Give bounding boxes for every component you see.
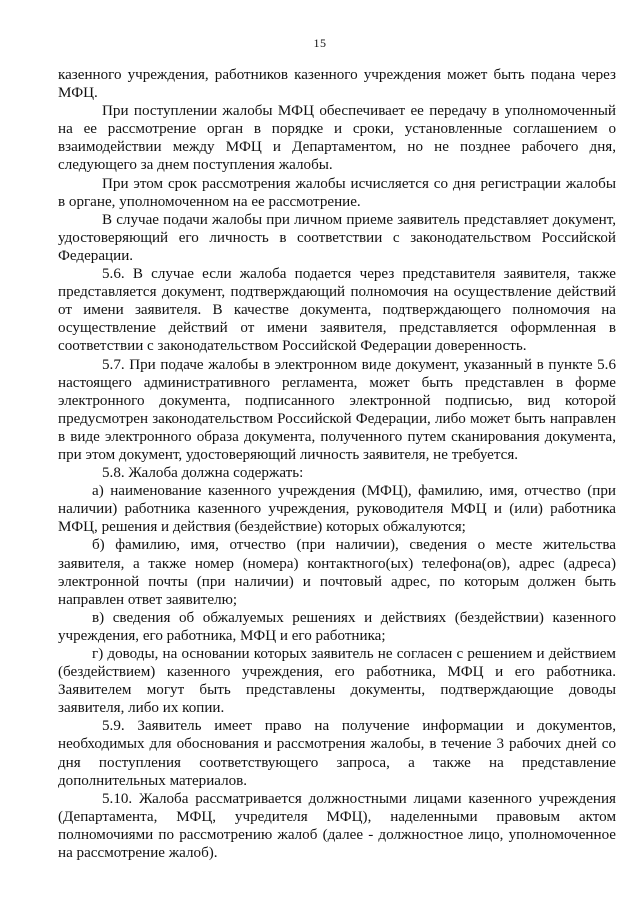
paragraph: 5.7. При подаче жалобы в электронном виде документ, указанный в пункте 5.6 настоящего административного регламента, может быть представлен в форме электронного документа, подписанного электронной подписью, вид которой предусмотрен законодательством Российской Федерации, либо может быть направлен в виде электронного образа документа, полученного путем сканирования документа, при этом документ, удостоверяющий личность заявителя, не требуется. xyxy=(58,356,616,463)
paragraph: 5.8. Жалоба должна содержать: xyxy=(102,465,304,482)
page-number: 15 xyxy=(313,36,327,50)
paragraph: При этом срок рассмотрения жалобы исчисляется со дня регистрации жалобы в органе, уполномоченном на ее рассмотрение. xyxy=(58,175,616,210)
paragraph: казенного учреждения, работников казенного учреждения может быть подана через МФЦ. xyxy=(58,67,616,102)
paragraph: 5.6. В случае если жалоба подается через представителя заявителя, также представляется документ, подтверждающий полномочия на осуществление действий от имени заявителя. В качестве документа, подтверждающего полномочия на осуществление действий от имени заявителя, представляется оформленная в соответствии с законодательством Российской Федерации доверенность. xyxy=(58,266,616,355)
paragraph: При поступлении жалобы МФЦ обеспечивает ее передачу в уполномоченный на ее рассмотрение орган в порядке и сроки, установленные соглашением о взаимодействии между МФЦ и Департаментом, но не позднее рабочего дня, следующего за днем поступления жалобы. xyxy=(58,103,616,174)
paragraph: г) доводы, на основании которых заявитель не согласен с решением и действием (бездействием) казенного учреждения, его работника, МФЦ и его работника. Заявителем могут быть представлены документы, подтверждающие доводы заявителя, либо их копии. xyxy=(58,646,616,717)
paragraph: б) фамилию, имя, отчество (при наличии), сведения о месте жительства заявителя, а также номер (номера) контактного(ых) телефона(ов), адрес (адреса) электронной почты (при наличии) и почтовый адрес, по которым должен быть направлен ответ заявителю; xyxy=(58,537,616,608)
paragraph: 5.9. Заявитель имеет право на получение информации и документов, необходимых для обоснования и рассмотрения жалобы, в течение 3 рабочих дней со дня поступления соответствующего запроса, а также на представление дополнительных материалов. xyxy=(58,718,616,789)
paragraph: а) наименование казенного учреждения (МФЦ), фамилию, имя, отчество (при наличии) работника казенного учреждения, руководителя МФЦ и (или) работника МФЦ, решения и действия (бездействие) которых обжалуются; xyxy=(58,483,616,536)
document-body xyxy=(58,66,616,862)
paragraph: в) сведения об обжалуемых решениях и действиях (бездействии) казенного учреждения, его работника, МФЦ и его работника; xyxy=(58,609,616,644)
paragraph: 5.10. Жалоба рассматривается должностными лицами казенного учреждения (Департамента, МФЦ, учредителя МФЦ), наделенными правовым актом полномочиями по рассмотрению жалоб (далее - должностное лицо, уполномоченное на рассмотрение жалоб). xyxy=(58,790,616,862)
paragraph: В случае подачи жалобы при личном приеме заявитель представляет документ, удостоверяющий его личность в соответствии с законодательством Российской Федерации. xyxy=(58,211,616,264)
